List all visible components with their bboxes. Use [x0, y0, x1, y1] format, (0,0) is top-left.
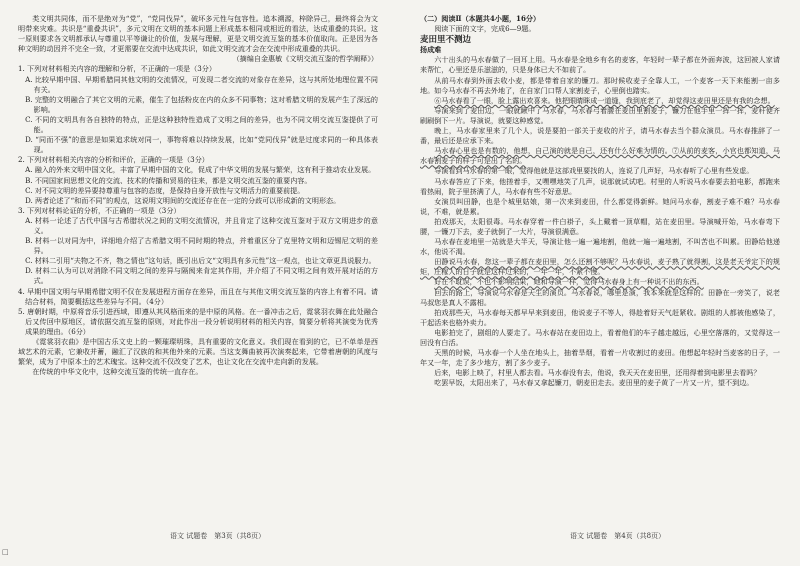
story-paragraph [420, 257, 780, 277]
story-paragraph [420, 96, 780, 106]
story-paragraph [420, 126, 780, 146]
answer-option: D. “同而不强”的意思是如果追求统对同一，事物将难以持续发展，比如“党同伐异”就是过度求同的一种具体表现。 [25, 135, 378, 155]
paragraph-text: 从前马水春到外面去收小麦，都是带着自家的镰刀。那时候收麦子全靠人工，一个麦客一天下来能割一亩多地。如今马水春不再去外地了，在自家门口帮人家割麦子，心里倒也踏实。 [420, 75, 780, 95]
story-paragraph [420, 308, 780, 328]
passage-paragraph: 在传统的中华文化中，这种交流互鉴的传统一直存在。 [32, 367, 203, 377]
story-paragraph [420, 177, 780, 197]
story-paragraph [420, 197, 780, 217]
question-stem: 1. 下列对材料相关内容的理解和分析，不正确的一项是（3分） [18, 64, 216, 74]
answer-option: C. 材料二引用“夫物之不齐，物之情也”这句话，既引出后文“文明具有多元性”这一观点，也让文章更具说服力。 [25, 256, 376, 266]
story-author: 扬成难 [420, 45, 442, 55]
story-paragraph [420, 277, 780, 287]
question-stem: 5. 唐朝时期，中原将音乐引进西域，即遵从其风格而来的是中原的风格。在一番冲击之后，霓裳羽衣舞在此处融合后又传回中原地区，请依据交流互鉴的原则，对此作出一段分析说明材料的相关内容，简要分析将其演变为优秀成果的理由。（6分） [18, 306, 378, 336]
answer-option: D. 两者论述了“和而不同”的观点，这说明文明间的交流还存在在一定的分歧可以形成新的文明形态。 [25, 195, 341, 205]
source-note: （摘编自金惠敏《文明交流互鉴的哲学阐释》） [232, 54, 378, 64]
section-title: （二）阅读Ⅱ（本题共4小题，16分） [420, 14, 541, 23]
story-paragraph [420, 217, 780, 237]
paragraph-text: 马水春在麦地里一站就是大半天，导演让他一遍一遍地割，他就一遍一遍地割，不叫苦也不叫累。田静给他递水，他说不渴。 [420, 237, 780, 257]
story-title: 麦田里不测边 [420, 35, 472, 46]
answer-option: A. 比较早期中国、早期希腊同其他文明的交流情况，可发现二者交流的对象存在差异，这与其所处地理位置不同有关。 [25, 74, 378, 94]
paragraph-text: 天黑的时候，马水春一个人坐在地头上，抽着旱烟，看着一片收割过的麦田。他想起年轻时当麦客的日子，一年又一年，走了多少地方，割了多少麦子。 [420, 348, 780, 368]
answer-option: A. 材料一论述了古代中国与古希腊状况之间的文明交流情况，并且肯定了这种交流互鉴对于双方文明进步的意义。 [25, 215, 378, 235]
story-paragraph [420, 146, 780, 166]
answer-option: B. 材料一以对同为中，详细地介绍了古希腊文明不同时期的特点，并着重区分了克里特文明和迈锡尼文明的差异。 [25, 236, 378, 256]
answer-option: A. 融入的外来文明中国文化，丰富了早期中国的文化，促成了中华文明的发展与繁荣，这有利于推动农业发展。 [25, 165, 376, 175]
question-stem: 3. 下列对材料论证的分析，不正确的一项是（3分） [18, 205, 181, 215]
instruction: 阅读下面的文字，完成6—9题。 [434, 24, 536, 34]
story-paragraph [420, 55, 780, 75]
left-footer: 语文 试题卷 第3页（共8页） [170, 532, 266, 540]
paragraph-text: 晚上，马水春家里来了几个人，说是要拍一部关于麦收的片子，请马水春去当个群众演员。马水春推辞了一番，最后还是应承下来。 [420, 126, 780, 146]
question-stem: 4. 早期中国文明与早期希腊文明不仅在发展进程方面存在差异，而且在与其他文明交流互鉴的内容上有着不同。请结合材料，简要概括这些差异与不同。（4分） [18, 286, 378, 306]
paragraph-text: 六十出头的马水春做了一回耳上用。马水春是全地乡有名的麦客，年轻时一辈子都在外面奔波，这回被人家请来帮忙，心里还是乐滋滋的，只是身体已大不如前了。 [420, 55, 780, 75]
paragraph-text: 后来，电影上映了，村里人都去看。马水春没有去，他说，我天天在麦田里，还用得着到电影里去看吗？ [434, 368, 761, 378]
right-footer: 语文 试题卷 第4页（共8页） [570, 532, 666, 540]
story-paragraph [420, 76, 780, 96]
answer-option: B. 不同国家间思想文化的交流、技术的传播和贸易的往来，都是文明交流互鉴的重要内容。 [25, 175, 312, 185]
corner-mark: □ [2, 548, 9, 556]
question-stem: 2. 下列对材料相关内容的分析和评价，正确的一项是（3分） [18, 155, 209, 165]
paragraph-text: 拍戏那些天，马水春每天都早早来到麦田，他说麦子不等人，得趁着好天气赶紧收。剧组的人都被他感染了，干起活来也格外卖力。 [420, 307, 780, 327]
paragraph-text: 导演看到马水春的第一眼，觉得他就是这部戏里要找的人，连说了几声好，马水春听了心里有些发虚。 [434, 166, 754, 176]
story-paragraph [420, 106, 780, 126]
paragraph-text: 女演员叫田静，也是个城里姑娘，第一次来到麦田，什么都觉得新鲜。她问马水春，割麦子难不难？马水春说，不难，就是累。 [420, 196, 780, 216]
story-paragraph [420, 348, 780, 368]
passage-paragraph: 类文明共同体，而不是绝对为“党”，“党同伐异”，破坏多元性与包容性。追本溯源，梓除异己，最终将会为文明带来灾难。共识是“重叠共识”，多元文明在文明的基本问题上形成基本相同或相近的看法，达成重叠的共识。这一原则要求各文明都承认与尊重以平等谦让的价值，发展与理解，更是文明交流互鉴的基本价值取向。正是因为各种文明的动因并不完全一致，才更需要在交流中达成共识，如此文明交流才会在交流中形成重叠的共识。 [18, 14, 378, 54]
underlined-sentence: 田静说马水春，您这一辈子都在麦田里，怎么还割不够呢？马水春说，麦子熟了就得割，这是老天爷定下的规矩，庄稼人的日子就是这样过来的，一年一年，不紧不慢。 [420, 257, 780, 277]
paragraph-text: 电影拍完了，剧组的人要走了。马水春站在麦田边上，看着他们的车子越走越远，心里空落落的，又觉得这一回没有白活。 [420, 327, 780, 347]
story-paragraph [420, 368, 780, 378]
answer-option: C. 对不同文明的差异要持尊重与包容的态度，是保持自身开放性与文明活力的重要前提。 [25, 185, 305, 195]
answer-option: B. 完整的文明融合了其它文明的元素，催生了包括粉皮在内的众多不同事物；这对希腊文明的发展产生了深远的影响。 [25, 94, 378, 114]
left-page [18, 14, 378, 377]
right-page [420, 14, 780, 388]
passage-paragraph: 《霓裳羽衣曲》是中国古乐文史上的一颗璀璨明珠，具有重要的文化意义。我们现在看到的它，已不单单是西域艺术的元素，它兼收并蓄，融汇了汉族的和其他外来的元素。当这支舞曲被再次演奏起来，它带着唐朝的风度与繁荣，成为了中原本土的艺术瑰宝。这种交流不仅改变了艺术，也让文化在交流中走向新的发展。 [18, 337, 378, 367]
paragraph-text: 回去的路上，导演说马水春是天生的演员。马水春说，哪里是演，我本来就是这样的。田静在一旁笑了，说老马叔您是真人不露相。 [420, 287, 780, 307]
story-body [420, 55, 780, 388]
underlined-sentence: ⑥马水春看了一眼，脸上露出欢喜来。他把眼睛眯成一道缝，我到底老了，却觉得这麦田里还是有我的念想。 [434, 95, 775, 105]
story-paragraph [420, 237, 780, 257]
answer-option: D. 材料二认为可以对消除不同文明之间的差异与隔阂来肯定其作用，并介绍了不同文明之间有效开展对话的方式。 [25, 266, 378, 286]
story-paragraph [420, 166, 780, 176]
underlined-sentence: 马水春心里也是有数的，他想，自己演的就是自己，还有什么好难为情的。⑦从前的麦客，小官也都知道，马水春割麦子的样子可是出了名的。 [420, 146, 780, 166]
paragraph-text: 吃罢早饭，太阳出来了，马水春又拿起镰刀，朝麦田走去。麦田里的麦子黄了一片又一片，望不到边。 [434, 378, 754, 388]
story-paragraph [420, 378, 780, 388]
underlined-sentence: 好在不耽误，不也不影响结果，她和导演一样，觉得马水春身上有一种说不出的东西。 [434, 277, 704, 287]
paragraph-text: 拍戏那天，太阳很毒。马水春穿着一件白褂子，头上戴着一顶草帽，站在麦田里。导演喊开始，马水春弯下腰，一镰刀下去，麦子就倒了一大片，导演很满意。 [420, 216, 780, 236]
paragraph-text: 马水春答应了下来，他搓着手，又嘿嘿地笑了几声，说那就试试吧。村里的人听说马水春要去拍电影，都跑来看热闹，院子里挤满了人，马水春有些不好意思。 [420, 176, 780, 196]
story-paragraph [420, 288, 780, 308]
answer-option: C. 不同的文明具有各自独特的特点，正是这种独特性造成了文明之间的差异，也为不同文明交流互鉴提供了可能。 [25, 114, 378, 135]
story-paragraph [420, 328, 780, 348]
paragraph-text: 导演来到了麦田边，一眼就瞅中了马水春，马水春弓着腰在麦田里割麦子，镰刀在他手里一挥一挥，麦秆便齐刷刷倒下一片。导演说，就要这种感觉。 [420, 105, 780, 125]
